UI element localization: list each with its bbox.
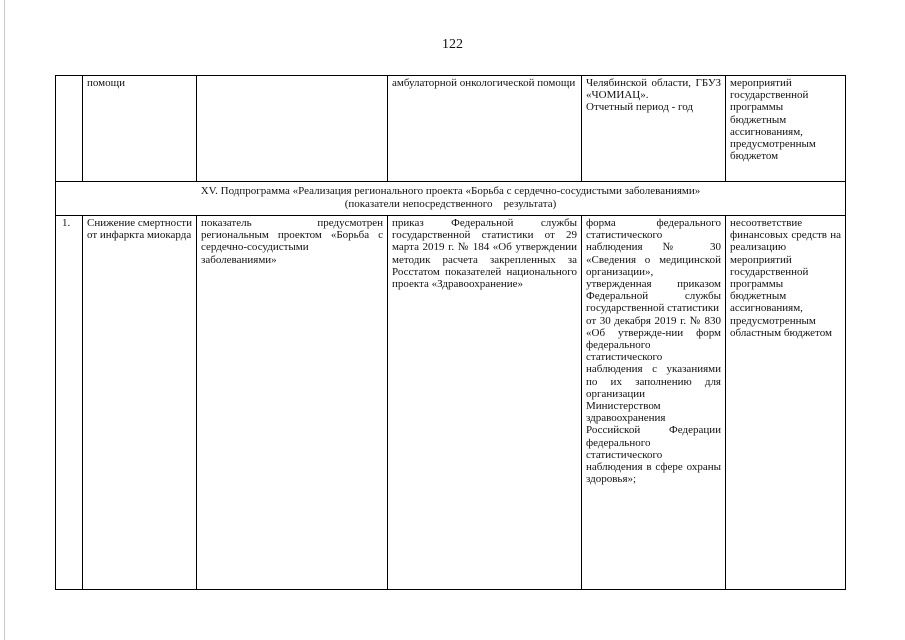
risk-cell: несоответствие финансовых средств на реализацию мероприятий государственной программы бюджетным ассигнованиям, предусмотренным областным бюджетом <box>726 216 846 590</box>
method-cell: амбулаторной онкологической помощи <box>388 76 582 182</box>
indicator-name-cell: помощи <box>83 76 197 182</box>
table-row <box>56 76 846 182</box>
section-subtitle: (показатели непосредственного результата) <box>344 198 557 210</box>
section-heading-cell <box>56 182 846 216</box>
risk-cell: мероприятий государственной программы бюджетным ассигнованиям, предусмотренным бюджетом <box>726 76 846 182</box>
basis-cell <box>197 76 388 182</box>
row-number-cell: 1. <box>56 216 83 590</box>
source-cell: форма федерального статистического наблюдения № 30 «Сведения о медицинской организации», утвержденная приказом Федеральной службы государственной статистики от 30 декабря 2019 г. № 830 «Об утвержде-нии форм федерального статистического наблюдения с указаниями по их заполнению для организации Министерством здравоохранения Российской Федерации федерального статистического наблюдения в сфере охраны здоровья»; <box>582 216 726 590</box>
section-title: XV. Подпрограмма «Реализация регионального проекта «Борьба с сердечно-сосудистыми заболеваниями» <box>200 185 701 197</box>
row-number-cell <box>56 76 83 182</box>
section-row <box>56 182 846 216</box>
page-edge <box>4 0 5 640</box>
table-row <box>56 216 846 590</box>
basis-cell: показатель предусмотрен региональным проектом «Борьба с сердечно-сосудистыми заболеваниями» <box>197 216 388 590</box>
indicator-name-cell: Снижение смертности от инфаркта миокарда <box>83 216 197 590</box>
method-cell: приказ Федеральной службы государственной статистики от 29 марта 2019 г. № 184 «Об утверждении методик расчета закрепленных за Росстатом показателей национального проекта «Здравоохранение» <box>388 216 582 590</box>
page-number: 122 <box>442 37 463 52</box>
source-cell: Челябинской области, ГБУЗ «ЧОМИАЦ». Отчетный период - год <box>582 76 726 182</box>
indicators-table <box>55 75 846 590</box>
